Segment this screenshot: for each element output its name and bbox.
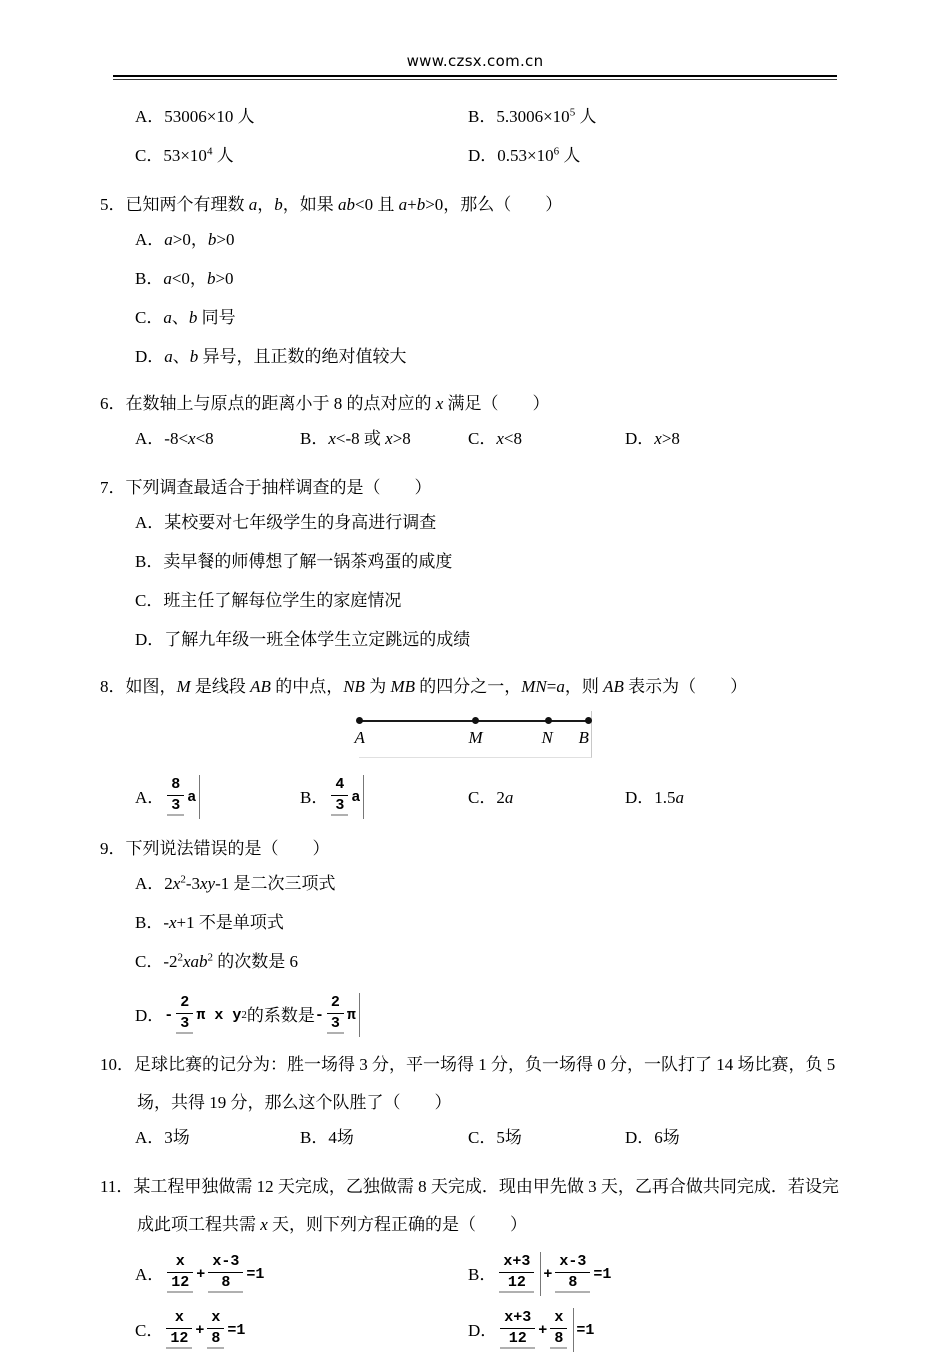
option-a: A． $\frac{8}{3}$ a [135,772,300,822]
question-7-stem: 7．下列调查最适合于抽样调查的是（ ） [100,478,432,497]
question-7 [100,469,850,651]
option-c: C． $\frac{x}{12}$ + $\frac{x}{8}$ =1 [135,1305,468,1355]
question-4-options-row-1 [135,106,850,145]
point-A-dot [356,717,363,724]
question-4-options-row-2 [135,145,850,184]
point-B-label: B [578,728,589,747]
exam-content [0,80,950,1361]
question-11-options-row-2 [135,1305,850,1361]
option-b: B． $\frac{x+3}{12}$ + $\frac{x-3}{8}$ =1 [468,1249,850,1299]
question-8 [100,668,850,828]
option-c: C．2 a [468,787,514,807]
question-6 [100,385,850,467]
question-11-options-row-1 [135,1249,850,1305]
option-c: C．$53\times 10^4$ 人 [135,145,234,165]
option-a: A． $\frac{x}{12}$ + $\frac{x-3}{8}$ =1 [135,1249,468,1299]
question-11 [100,1168,850,1361]
question-6-options-row [135,428,850,467]
question-11-stem: 11．某工程甲独做需 12 天完成，乙独做需 8 天完成．现由甲先做 3 天，乙再合做共同完成．若设完成此项工程共需 x 天，则下列方程正确的是（ ） [100,1177,839,1234]
point-B-dot [585,717,592,724]
question-9 [100,830,850,1040]
option-d: D．了解九年级一班全体学生立定跳远的成绩 [135,630,471,649]
site-url: www.czsx.com.cn [406,52,544,70]
option-b: B．-x+1 不是单项式 [135,913,284,932]
option-b: B．$5.3006\times 10^5$ 人 [468,106,597,126]
point-M-dot [472,717,479,724]
question-10-options-row [135,1127,850,1166]
question-10 [100,1046,850,1166]
option-d: D．$0.53\times 10^6$ 人 [468,145,581,165]
question-8-options-row [135,772,850,828]
segment-AB-figure [354,711,592,758]
question-10-stem: 10．足球比赛的记分为：胜一场得 3 分，平一场得 1 分，负一场得 0 分，一队打了 14 场比赛，负 5 场，共得 19 分，那么这个队胜了（ ） [100,1055,836,1112]
option-b: B． $\frac{4}{3}$ a [300,772,468,822]
option-a: A．a>0，b>0 [135,230,235,249]
option-d: D．x>8 [625,429,680,448]
option-d: D．1.5 a [625,787,685,807]
option-b: B．x<-8 或 x>8 [300,429,411,448]
option-c: C．a、b 同号 [135,308,236,327]
option-b: B．a<0，b>0 [135,269,234,288]
option-d: D．6场 [625,1128,680,1147]
option-c: C．$-2^2xab^2$ 的次数是 6 [135,951,299,971]
option-d: D． $\frac{x+3}{12}$ + $\frac{x}{8}$ =1 [468,1305,850,1355]
question-5 [100,186,850,368]
option-c: C．x<8 [468,429,522,448]
point-N-label: N [541,728,553,747]
option-b: B．4场 [300,1128,354,1147]
option-a: A．$2x^2-3xy-1$ 是二次三项式 [135,873,336,893]
question-6-stem: 6．在数轴上与原点的距离小于 8 的点对应的 x 满足（ ） [100,394,550,413]
option-a: A．-8<x<8 [135,429,214,448]
option-d: D．a、b 异号，且正数的绝对值较大 [135,347,407,366]
question-5-stem: 5．已知两个有理数 a，b，如果 ab<0 且 a+b>0，那么（ ） [100,195,563,214]
option-a: A．53006×10 人 [135,107,255,126]
option-d: D． - $\frac{2}{3}$ π x y 2 的系数是 - $\frac{2}{3}$ π [135,990,850,1040]
option-c: C．班主任了解每位学生的家庭情况 [135,591,402,610]
option-a: A．3场 [135,1128,190,1147]
option-b: B．卖早餐的师傅想了解一锅茶鸡蛋的咸度 [135,552,453,571]
point-M-label: M [468,728,483,747]
option-a: A．某校要对七年级学生的身高进行调查 [135,513,437,532]
question-9-stem: 9．下列说法错误的是（ ） [100,839,330,858]
point-A-label: A [354,728,365,747]
question-4 [100,106,850,184]
option-c: C．5场 [468,1128,522,1147]
point-N-dot [545,717,552,724]
question-8-stem: 8．如图，M 是线段 AB 的中点，NB 为 MB 的四分之一，MN=a，则 AB 表示为（ ） [100,677,748,696]
